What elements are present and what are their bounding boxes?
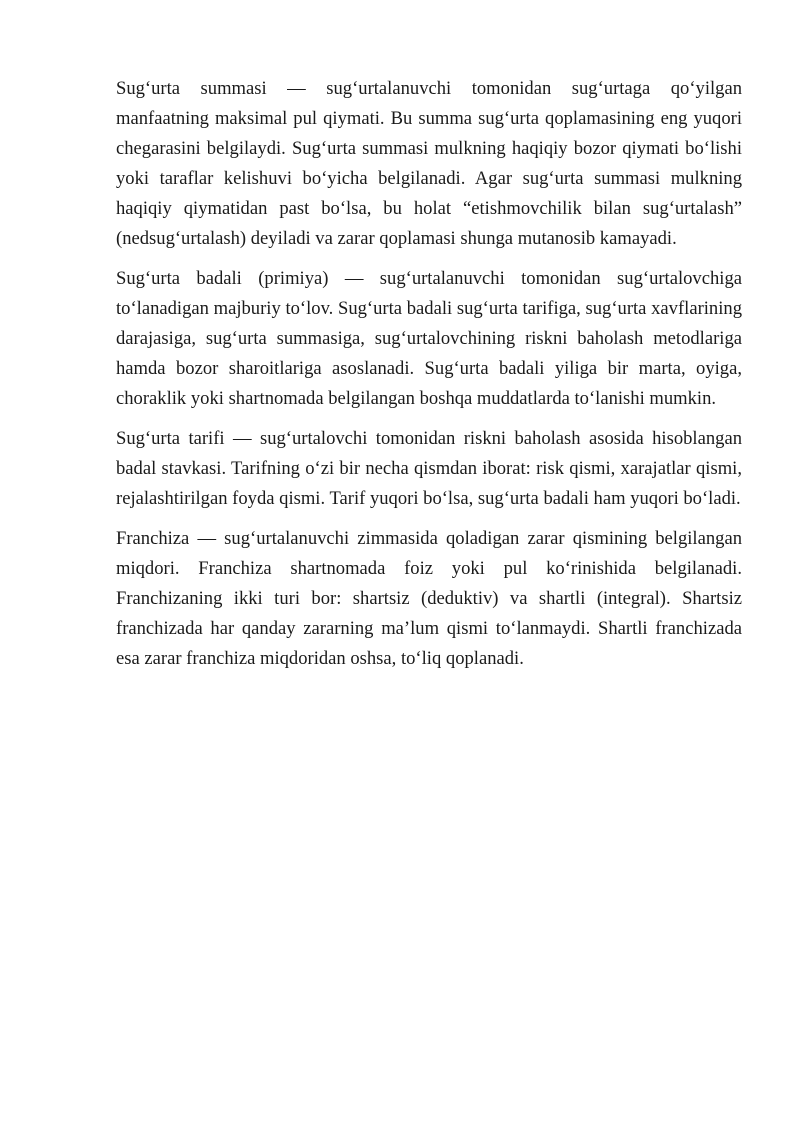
- paragraph-franchiza: Franchiza — sug‘urtalanuvchi zimmasida qoladigan zarar qismining belgilangan miqdori. Franchiza shartnomada foiz yoki pul ko‘rinishida belgilanadi. Franchizaning ikki turi bor: shartsiz (deduktiv) va shartli (integral). Shartsiz franchizada har qanday zararning ma’lum qismi to‘lanmaydi. Shartli franchizada esa zarar franchiza miqdoridan oshsa, to‘liq qoplanadi.: [116, 528, 742, 669]
- paragraph-sugurta-badali: Sug‘urta badali (primiya) — sug‘urtalanuvchi tomonidan sug‘urtalovchiga to‘lanadigan majburiy to‘lov. Sug‘urta badali sug‘urta tarifiga, sug‘urta xavflarining darajasiga, sug‘urta summasiga, sug‘urtalovchining riskni baholash metodlariga hamda bozor sharoitlariga asoslanadi. Sug‘urta badali yiliga bir marta, oyiga, choraklik yoki shartnomada belgilangan boshqa muddatlarda to‘lanishi mumkin.: [116, 268, 742, 409]
- paragraph-sugurta-summasi: Sug‘urta summasi — sug‘urtalanuvchi tomonidan sug‘urtaga qo‘yilgan manfaatning maksimal pul qiymati. Bu summa sug‘urta qoplamasining eng yuqori chegarasini belgilaydi. Sug‘urta summasi mulkning haqiqiy bozor qiymati bo‘lishi yoki taraflar kelishuvi bo‘yicha belgilanadi. Agar sug‘urta summasi mulkning haqiqiy qiymatidan past bo‘lsa, bu holat “etishmovchilik bilan sug‘urtalash” (nedsug‘urtalash) deyiladi va zarar qoplamasi shunga mutanosib kamayadi.: [116, 78, 742, 249]
- paragraph-sugurta-tarifi: Sug‘urta tarifi — sug‘urtalovchi tomonidan riskni baholash asosida hisoblangan badal stavkasi. Tarifning o‘zi bir necha qismdan iborat: risk qismi, xarajatlar qismi, rejalashtirilgan foyda qismi. Tarif yuqori bo‘lsa, sug‘urta badali ham yuqori bo‘ladi.: [116, 428, 742, 509]
